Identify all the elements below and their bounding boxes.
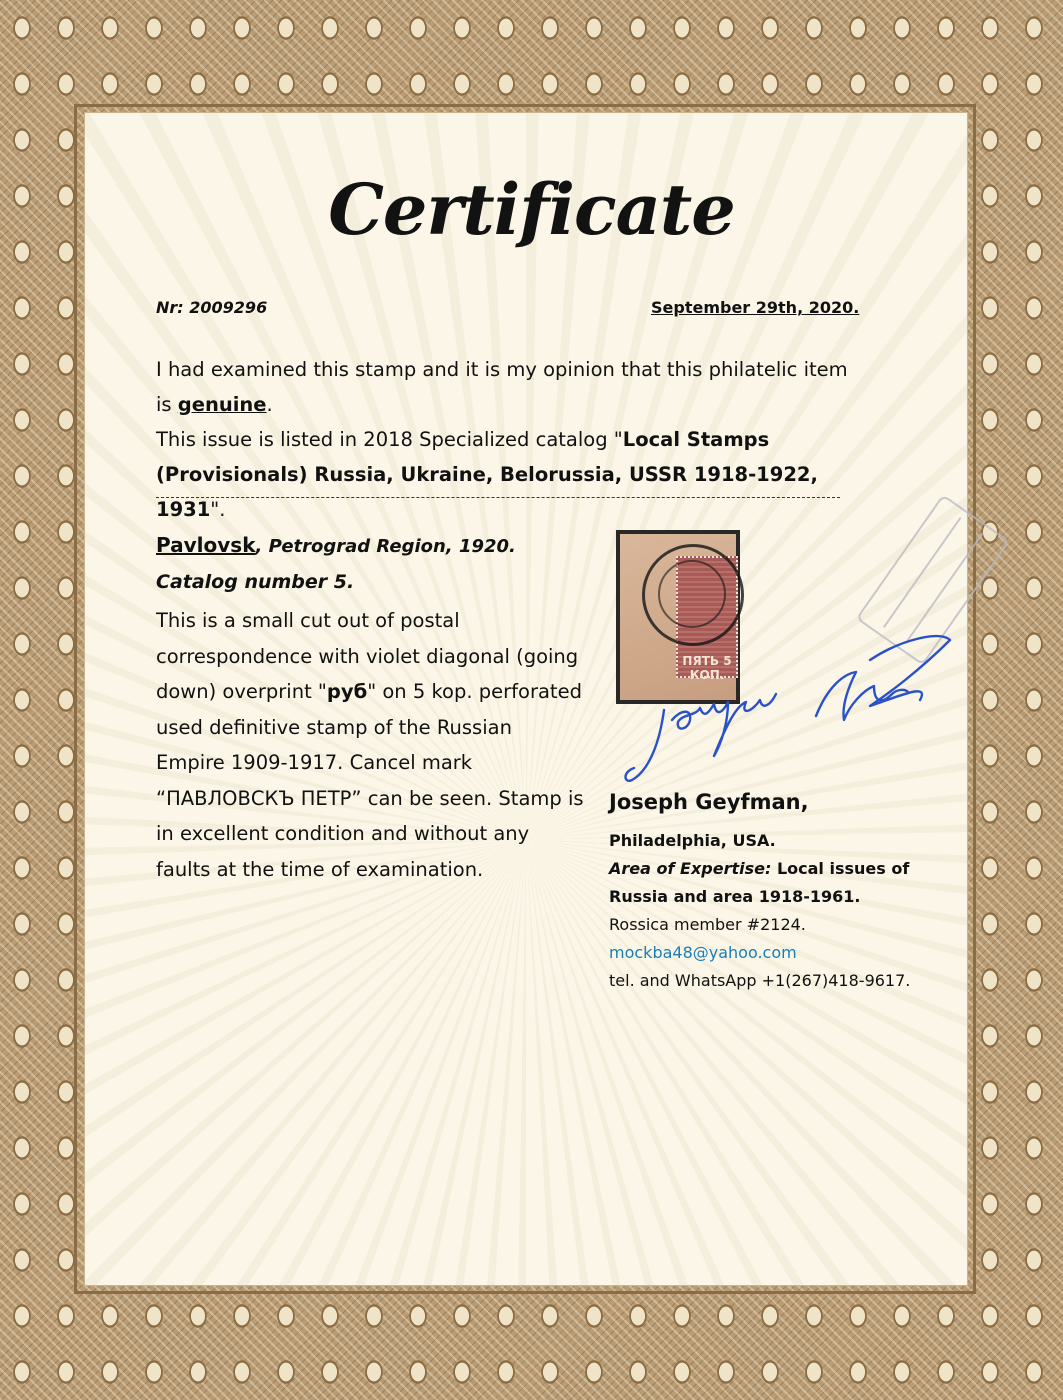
item-place — [156, 533, 516, 557]
expert-membership: Rossica member #2124. — [609, 915, 806, 934]
description-text-2: " on 5 kop. perforated used definitive stamp of the Russian Empire 1909-1917. Cancel mark “ПАВЛОВСКЪ ПЕТР” can be seen. Stamp is in excellent condition and without any faults at the time of examination. — [156, 680, 584, 881]
intro-paragraph — [156, 352, 856, 527]
expert-phone: tel. and WhatsApp +1(267)418-9617. — [609, 971, 911, 990]
catalog-number: Catalog number 5. — [156, 571, 355, 593]
signature-stroke-word2 — [816, 672, 908, 720]
genuine-verdict: genuine — [177, 393, 267, 416]
catalog-title: Local Stamps (Provisionals) Russia, Ukraine, Belorussia, USSR 1918-1922, 1931 — [156, 428, 818, 521]
intro-opinion-end: . — [266, 393, 273, 416]
stamp-value-label: ПЯТЬ 5 КОП. — [682, 654, 732, 682]
item-description — [156, 603, 586, 887]
certificate-number — [156, 298, 267, 317]
item-city: Pavlovsk — [156, 533, 256, 557]
expert-email-link[interactable]: mockba48@yahoo.com — [609, 943, 797, 962]
certificate-number-label: Nr: — [156, 298, 184, 317]
certificate-title: Certificate — [328, 168, 735, 251]
certificate-number-value: 2009296 — [189, 298, 268, 317]
signature-flourish — [870, 636, 950, 706]
certificate-date: September 29th, 2020. — [651, 298, 860, 317]
intro-opinion-text: I had examined this stamp and it is my opinion that this philatelic item is — [156, 358, 848, 416]
expert-name — [609, 790, 809, 814]
overprint-text: руб — [326, 680, 368, 703]
item-region: , Petrograd Region, 1920. — [255, 536, 516, 557]
handwritten-signature — [620, 600, 960, 800]
signature-stroke-word1 — [672, 694, 776, 756]
dashed-separator — [156, 497, 840, 498]
description-text-1: This is a small cut out of postal correspondence with violet diagonal (going down) overprint " — [156, 609, 579, 703]
expert-expertise — [609, 859, 909, 878]
expert-location: Philadelphia, USA. — [609, 831, 776, 850]
intro-catalog-end: ". — [210, 498, 226, 521]
intro-catalog-text: This issue is listed in 2018 Specialized catalog " — [156, 428, 623, 451]
expertise-value-2: Russia and area 1918-1961. — [609, 887, 861, 906]
expert-name-text: Joseph Geyfman, — [609, 790, 809, 814]
signature-stroke-j — [626, 710, 665, 781]
expertise-label: Area of Expertise: — [609, 859, 772, 878]
expertise-value: Local issues of — [771, 859, 910, 878]
